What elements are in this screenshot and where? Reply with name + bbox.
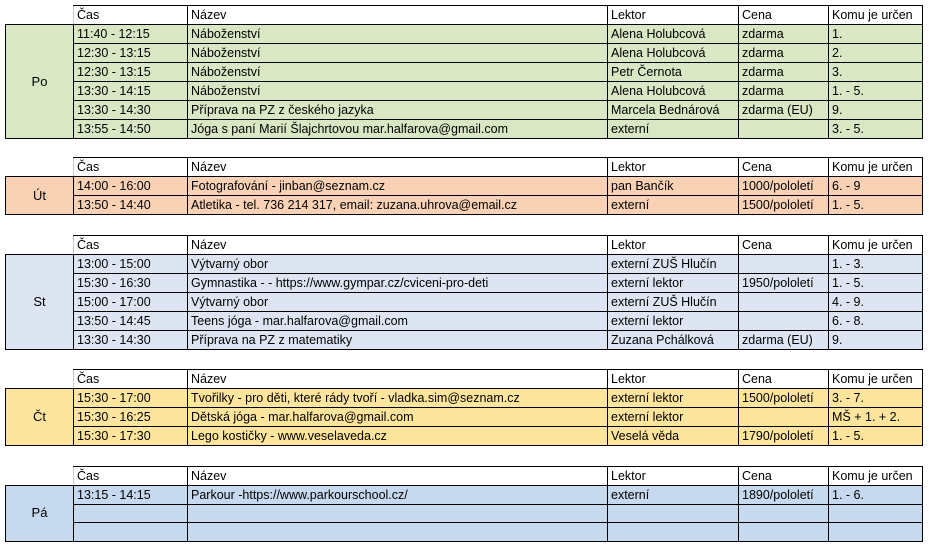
header-corner [6,467,74,486]
cell-name: Výtvarný obor [188,255,608,274]
cell-lecturer [608,505,739,523]
header-target: Komu je určen [829,370,923,389]
header-row [6,236,923,255]
cell-lecturer: Marcela Bednárová [608,101,739,120]
header-time: Čas [74,158,188,177]
cell-time [74,523,188,541]
header-time: Čas [74,370,188,389]
table-row [6,255,923,274]
cell-target: 1. - 5. [829,427,923,446]
cell-time: 11:40 - 12:15 [74,25,188,44]
cell-time: 15:00 - 17:00 [74,293,188,312]
cell-lecturer: externí lektor [608,408,739,427]
header-corner [6,158,74,177]
header-name: Název [188,370,608,389]
cell-target: 1. - 6. [829,486,923,505]
table-row [6,274,923,293]
table-row [6,427,923,446]
cell-target: 9. [829,101,923,120]
cell-time: 13:00 - 15:00 [74,255,188,274]
cell-target [829,505,923,523]
cell-name [188,505,608,523]
cell-name: Náboženství [188,44,608,63]
cell-time: 13:30 - 14:30 [74,101,188,120]
header-corner [6,6,74,25]
header-corner [6,236,74,255]
cell-price [739,293,829,312]
cell-name: Gymnastika - - https://www.gympar.cz/cviceni-pro-deti [188,274,608,293]
cell-target: 1. - 5. [829,274,923,293]
cell-name: Dětská jóga - mar.halfarova@gmail.com [188,408,608,427]
header-price: Cena [739,370,829,389]
schedule-table [5,235,923,350]
cell-target: 1. - 5. [829,82,923,101]
header-lecturer: Lektor [608,158,739,177]
header-price: Cena [739,6,829,25]
cell-target: 6. - 8. [829,312,923,331]
cell-target: 1. - 5. [829,196,923,215]
table-row [6,101,923,120]
header-price: Cena [739,158,829,177]
cell-price: 1500/pololetí [739,196,829,215]
cell-price [739,408,829,427]
day-label: Čt [6,389,74,446]
cell-name: Příprava na PZ z matematiky [188,331,608,350]
cell-name [188,523,608,541]
cell-target: 2. [829,44,923,63]
cell-lecturer: Petr Černota [608,63,739,82]
header-lecturer: Lektor [608,6,739,25]
header-corner [6,370,74,389]
cell-lecturer: Zuzana Pchálková [608,331,739,350]
cell-lecturer: externí [608,120,739,139]
cell-price [739,255,829,274]
cell-name: Lego kostičky - www.veselaveda.cz [188,427,608,446]
cell-target [829,523,923,541]
cell-name: Fotografování - jinban@seznam.cz [188,177,608,196]
header-target: Komu je určen [829,467,923,486]
table-row [6,389,923,408]
table-row [6,63,923,82]
cell-time: 12:30 - 13:15 [74,63,188,82]
day-label: Út [6,177,74,215]
schedule-table [5,5,923,139]
header-name: Název [188,236,608,255]
schedule-table [5,466,923,542]
cell-time: 15:30 - 17:30 [74,427,188,446]
cell-target: 4. - 9. [829,293,923,312]
cell-time: 15:30 - 16:30 [74,274,188,293]
table-row [6,505,923,523]
header-name: Název [188,158,608,177]
header-lecturer: Lektor [608,467,739,486]
cell-time: 13:55 - 14:50 [74,120,188,139]
header-row [6,158,923,177]
cell-name: Náboženství [188,63,608,82]
cell-name: Tvořilky - pro děti, které rády tvoří - vladka.sim@seznam.cz [188,389,608,408]
table-row [6,177,923,196]
cell-target: 9. [829,331,923,350]
cell-lecturer: externí [608,486,739,505]
header-price: Cena [739,236,829,255]
table-row [6,523,923,541]
cell-time: 13:30 - 14:15 [74,82,188,101]
cell-lecturer: Alena Holubcová [608,25,739,44]
cell-price: 1950/pololetí [739,274,829,293]
cell-time: 14:00 - 16:00 [74,177,188,196]
cell-lecturer: Alena Holubcová [608,82,739,101]
cell-price [739,120,829,139]
schedule-table [5,369,923,446]
header-time: Čas [74,6,188,25]
cell-price: zdarma [739,25,829,44]
cell-target: 3. - 5. [829,120,923,139]
cell-target: 6. - 9 [829,177,923,196]
schedule-block-ct [5,369,922,446]
header-price: Cena [739,467,829,486]
cell-lecturer: externí ZUŠ Hlučín [608,293,739,312]
cell-lecturer: Veselá věda [608,427,739,446]
cell-price: zdarma (EU) [739,331,829,350]
table-row [6,312,923,331]
cell-time: 13:30 - 14:30 [74,331,188,350]
cell-lecturer: externí ZUŠ Hlučín [608,255,739,274]
header-name: Název [188,6,608,25]
cell-time: 13:50 - 14:45 [74,312,188,331]
cell-name: Parkour -https://www.parkourschool.cz/ [188,486,608,505]
schedule-block-st [5,235,922,350]
table-row [6,293,923,312]
cell-time: 12:30 - 13:15 [74,44,188,63]
cell-time: 13:15 - 14:15 [74,486,188,505]
schedule-table [5,157,923,215]
cell-price: 1500/pololetí [739,389,829,408]
cell-price [739,523,829,541]
header-lecturer: Lektor [608,236,739,255]
table-row [6,408,923,427]
header-lecturer: Lektor [608,370,739,389]
cell-name: Teens jóga - mar.halfarova@gmail.com [188,312,608,331]
cell-lecturer: pan Bančík [608,177,739,196]
cell-target: 3. [829,63,923,82]
cell-price: 1000/pololetí [739,177,829,196]
cell-time: 15:30 - 16:25 [74,408,188,427]
table-row [6,196,923,215]
cell-name: Náboženství [188,25,608,44]
cell-price [739,312,829,331]
cell-name: Náboženství [188,82,608,101]
cell-time [74,505,188,523]
day-label: Po [6,25,74,139]
cell-lecturer [608,523,739,541]
header-target: Komu je určen [829,6,923,25]
header-time: Čas [74,236,188,255]
cell-name: Příprava na PZ z českého jazyka [188,101,608,120]
cell-lecturer: externí lektor [608,389,739,408]
header-time: Čas [74,467,188,486]
cell-target: MŠ + 1. + 2. [829,408,923,427]
table-row [6,331,923,350]
table-row [6,120,923,139]
cell-lecturer: Alena Holubcová [608,44,739,63]
cell-price: zdarma [739,63,829,82]
schedule-block-ut [5,157,922,215]
header-row [6,467,923,486]
table-row [6,486,923,505]
cell-target: 1. - 3. [829,255,923,274]
header-target: Komu je určen [829,158,923,177]
header-target: Komu je určen [829,236,923,255]
cell-price: zdarma (EU) [739,101,829,120]
cell-name: Atletika - tel. 736 214 317, email: zuzana.uhrova@email.cz [188,196,608,215]
table-row [6,25,923,44]
cell-price: zdarma [739,44,829,63]
cell-target: 3. - 7. [829,389,923,408]
header-row [6,6,923,25]
cell-lecturer: externí lektor [608,312,739,331]
cell-lecturer: externí [608,196,739,215]
cell-target: 1. [829,25,923,44]
cell-price: 1890/pololetí [739,486,829,505]
header-name: Název [188,467,608,486]
cell-lecturer: externí lektor [608,274,739,293]
cell-price [739,505,829,523]
header-row [6,370,923,389]
schedule-block-po [5,5,922,139]
table-row [6,44,923,63]
cell-time: 13:50 - 14:40 [74,196,188,215]
cell-time: 15:30 - 17:00 [74,389,188,408]
cell-price: 1790/pololetí [739,427,829,446]
table-row [6,82,923,101]
day-label: St [6,255,74,350]
day-label: Pá [6,486,74,542]
schedule-block-pa [5,466,922,542]
cell-price: zdarma [739,82,829,101]
cell-name: Jóga s paní Marií Šlajchrtovou mar.halfarova@gmail.com [188,120,608,139]
cell-name: Výtvarný obor [188,293,608,312]
